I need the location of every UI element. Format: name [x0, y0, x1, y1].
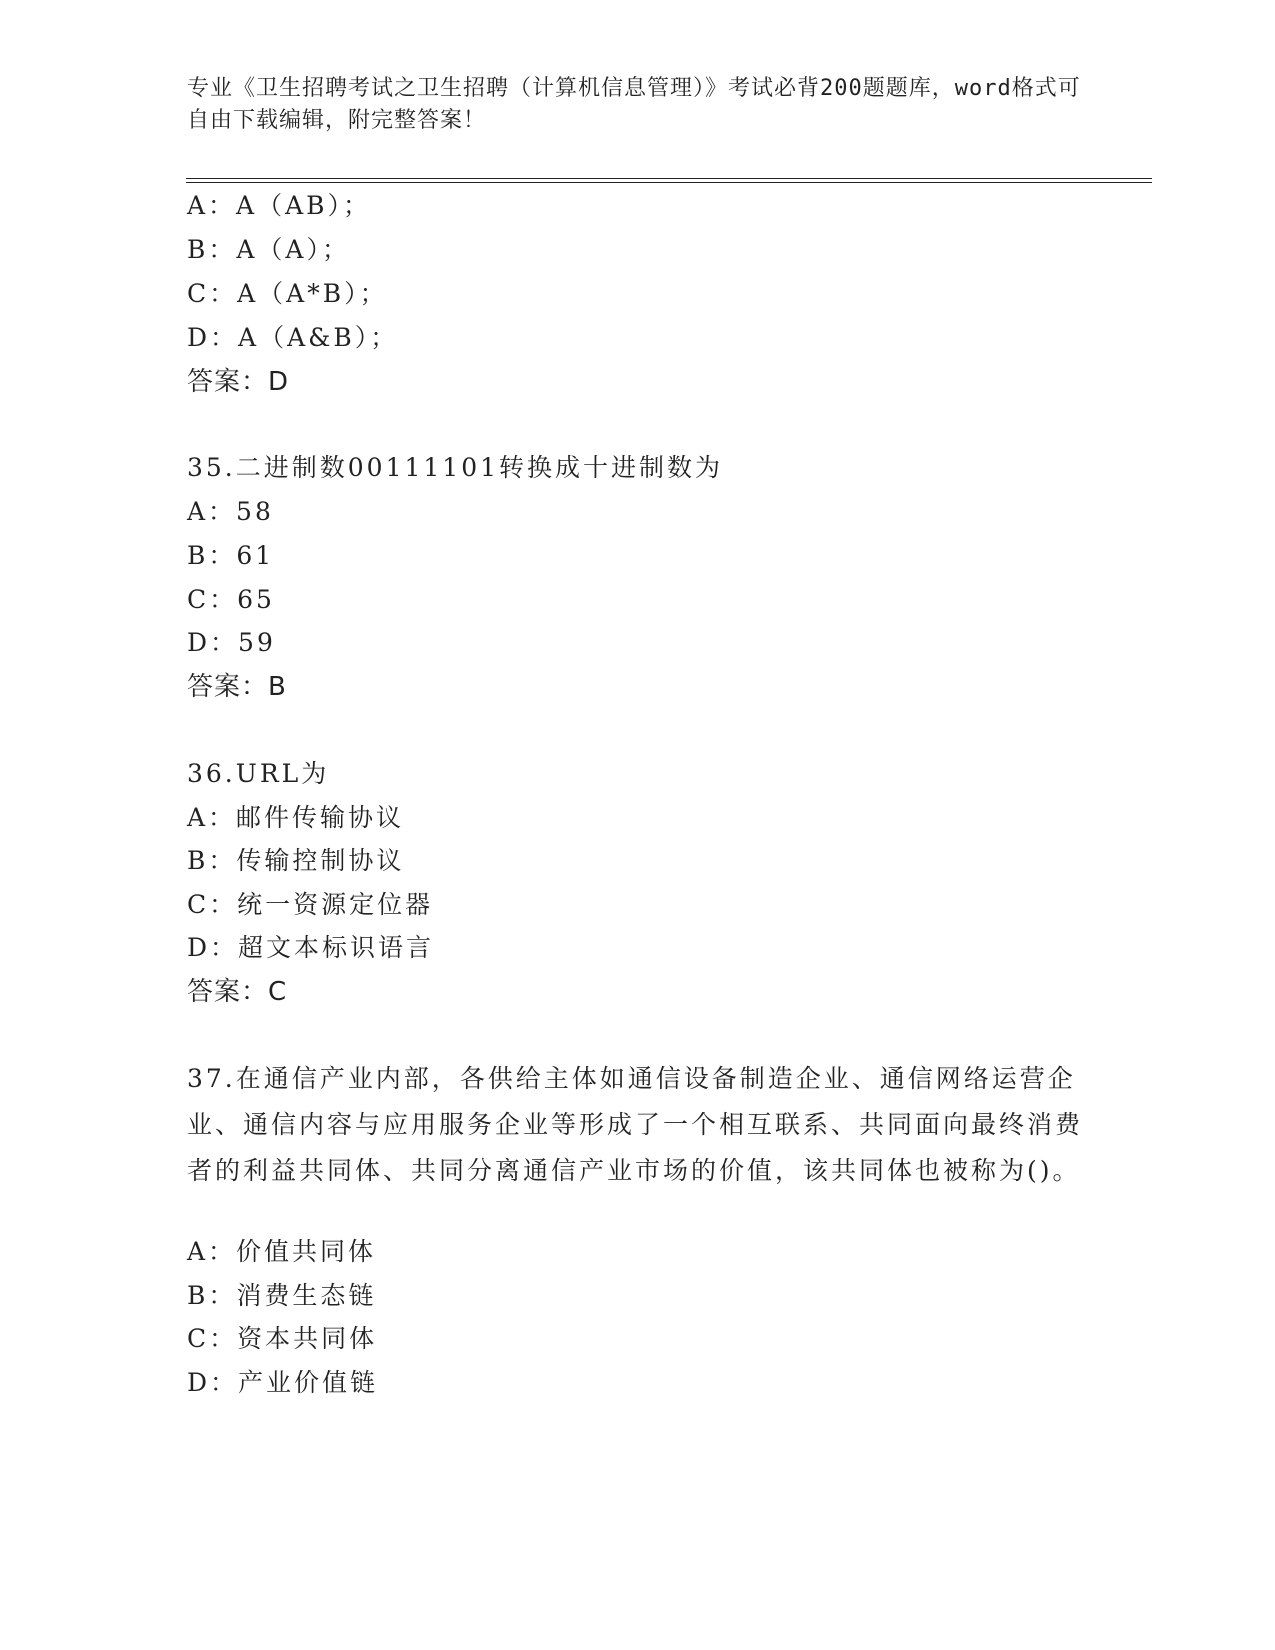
- option-d: D：59: [187, 628, 276, 657]
- option-c: C：A（A*B）；: [187, 279, 388, 308]
- header-divider-bottom: [186, 182, 1152, 183]
- option-a: A：价值共同体: [187, 1237, 377, 1266]
- option-a: A：58: [187, 497, 274, 526]
- option-b: B：61: [187, 541, 275, 570]
- answer-36: 答案：C: [187, 977, 288, 1007]
- header-divider-top: [186, 178, 1152, 179]
- option-c: C：资本共同体: [187, 1324, 378, 1353]
- option-c: C：65: [187, 585, 275, 614]
- option-d: D：超文本标识语言: [187, 933, 435, 962]
- question-35-text: 35.二进制数00111101转换成十进制数为: [187, 453, 724, 482]
- answer-34: 答案：D: [187, 367, 290, 397]
- option-d: D：A（A&B）；: [187, 323, 399, 352]
- option-b: B：A（A）；: [187, 235, 350, 264]
- option-a: A：A（AB）；: [187, 191, 372, 220]
- option-b: B：消费生态链: [187, 1281, 377, 1310]
- option-a: A：邮件传输协议: [187, 803, 405, 832]
- question-36-text: 36.URL为: [187, 759, 330, 788]
- answer-35: 答案：B: [187, 672, 287, 702]
- option-d: D：产业价值链: [187, 1368, 379, 1397]
- question-37-text: 37.在通信产业内部，各供给主体如通信设备制造企业、通信网络运营企业、通信内容与应用服务企业等形成了一个相互联系、共同面向最终消费者的利益共同体、共同分离通信产业市场的价值，该共同体也被称为()。: [187, 1064, 1084, 1185]
- document-header: 专业《卫生招聘考试之卫生招聘（计算机信息管理）》考试必背200题题库，word格式可自由下载编辑，附完整答案！: [187, 76, 1081, 133]
- option-c: C：统一资源定位器: [187, 890, 434, 919]
- option-b: B：传输控制协议: [187, 846, 405, 875]
